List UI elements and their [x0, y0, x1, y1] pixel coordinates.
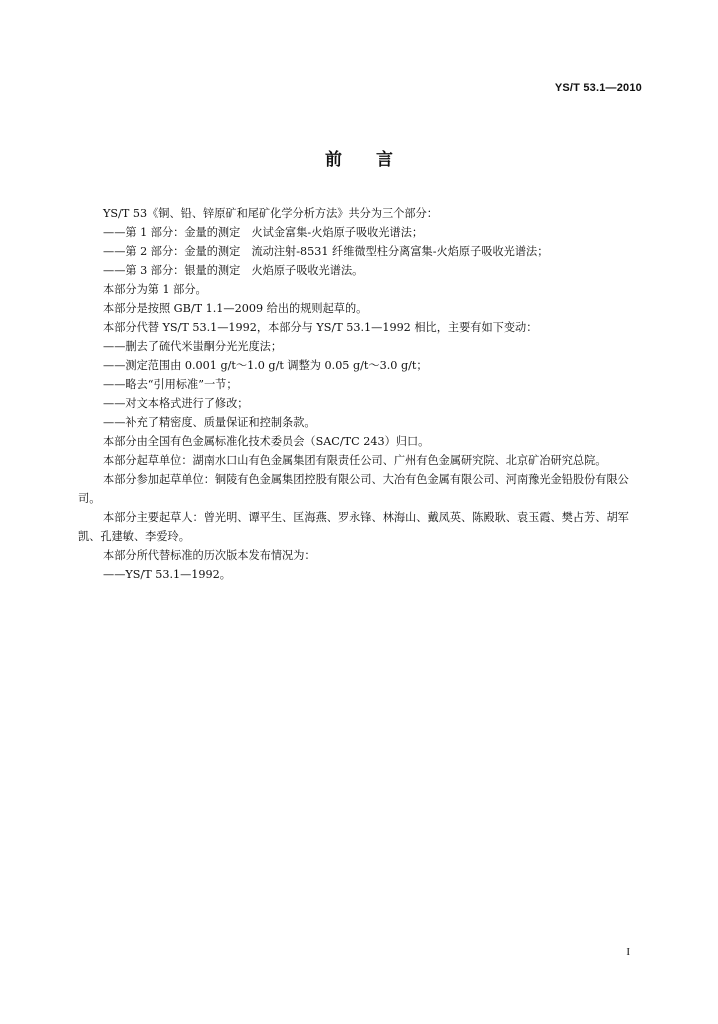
list-item-history-1: ——YS/T 53.1—1992。 — [103, 568, 231, 581]
page-number: I — [626, 946, 630, 958]
paragraph-history: 本部分所代替标准的历次版本发布情况为： — [103, 549, 316, 562]
paragraph-replaces: 本部分代替 YS/T 53.1—1992，本部分与 YS/T 53.1—1992 相比，主要有如下变动： — [103, 321, 538, 334]
list-item-change-4: ——对文本格式进行了修改； — [103, 397, 249, 410]
list-item-change-5: ——补充了精密度、质量保证和控制条款。 — [103, 416, 316, 429]
paragraph-drafting-rules: 本部分是按照 GB/T 1.1—2009 给出的规则起草的。 — [103, 302, 368, 315]
standard-code: YS/T 53.1—2010 — [554, 82, 642, 94]
list-item-change-2: ——测定范围由 0.001 g/t～1.0 g/t 调整为 0.05 g/t～3.0 g/t； — [103, 359, 428, 372]
foreword-body — [78, 204, 646, 584]
list-item-part-1: ——第 1 部分：金量的测定 火试金富集-火焰原子吸收光谱法； — [103, 226, 424, 239]
paragraph-committee: 本部分由全国有色金属标准化技术委员会（SAC/TC 243）归口。 — [103, 435, 430, 448]
paragraph-drafting-units: 本部分起草单位：湖南水口山有色金属集团有限责任公司、广州有色金属研究院、北京矿冶研究总院。 — [103, 454, 607, 467]
list-item-change-1: ——删去了硫代米蚩酮分光光度法； — [103, 340, 283, 353]
paragraph-series-intro: YS/T 53《铜、铅、锌原矿和尾矿化学分析方法》共分为三个部分： — [103, 207, 438, 220]
list-item-part-3: ——第 3 部分：银量的测定 火焰原子吸收光谱法。 — [103, 264, 364, 277]
list-item-part-2: ——第 2 部分：金量的测定 流动注射-8531 纤维微型柱分离富集-火焰原子吸收光谱法； — [103, 245, 549, 258]
paragraph-participating-units: 本部分参加起草单位：铜陵有色金属集团控股有限公司、大冶有色金属有限公司、河南豫光金铅股份有限公司。 — [78, 473, 629, 505]
paragraph-drafters: 本部分主要起草人：曾光明、谭平生、匡海燕、罗永锋、林海山、戴凤英、陈殿耿、袁玉霞、樊占芳、胡军凯、孔建敏、李爱玲。 — [78, 511, 629, 543]
list-item-change-3: ——略去“引用标准”一节； — [103, 378, 238, 391]
page-title: 前言 — [325, 150, 427, 170]
paragraph-this-part: 本部分为第 1 部分。 — [103, 283, 207, 296]
